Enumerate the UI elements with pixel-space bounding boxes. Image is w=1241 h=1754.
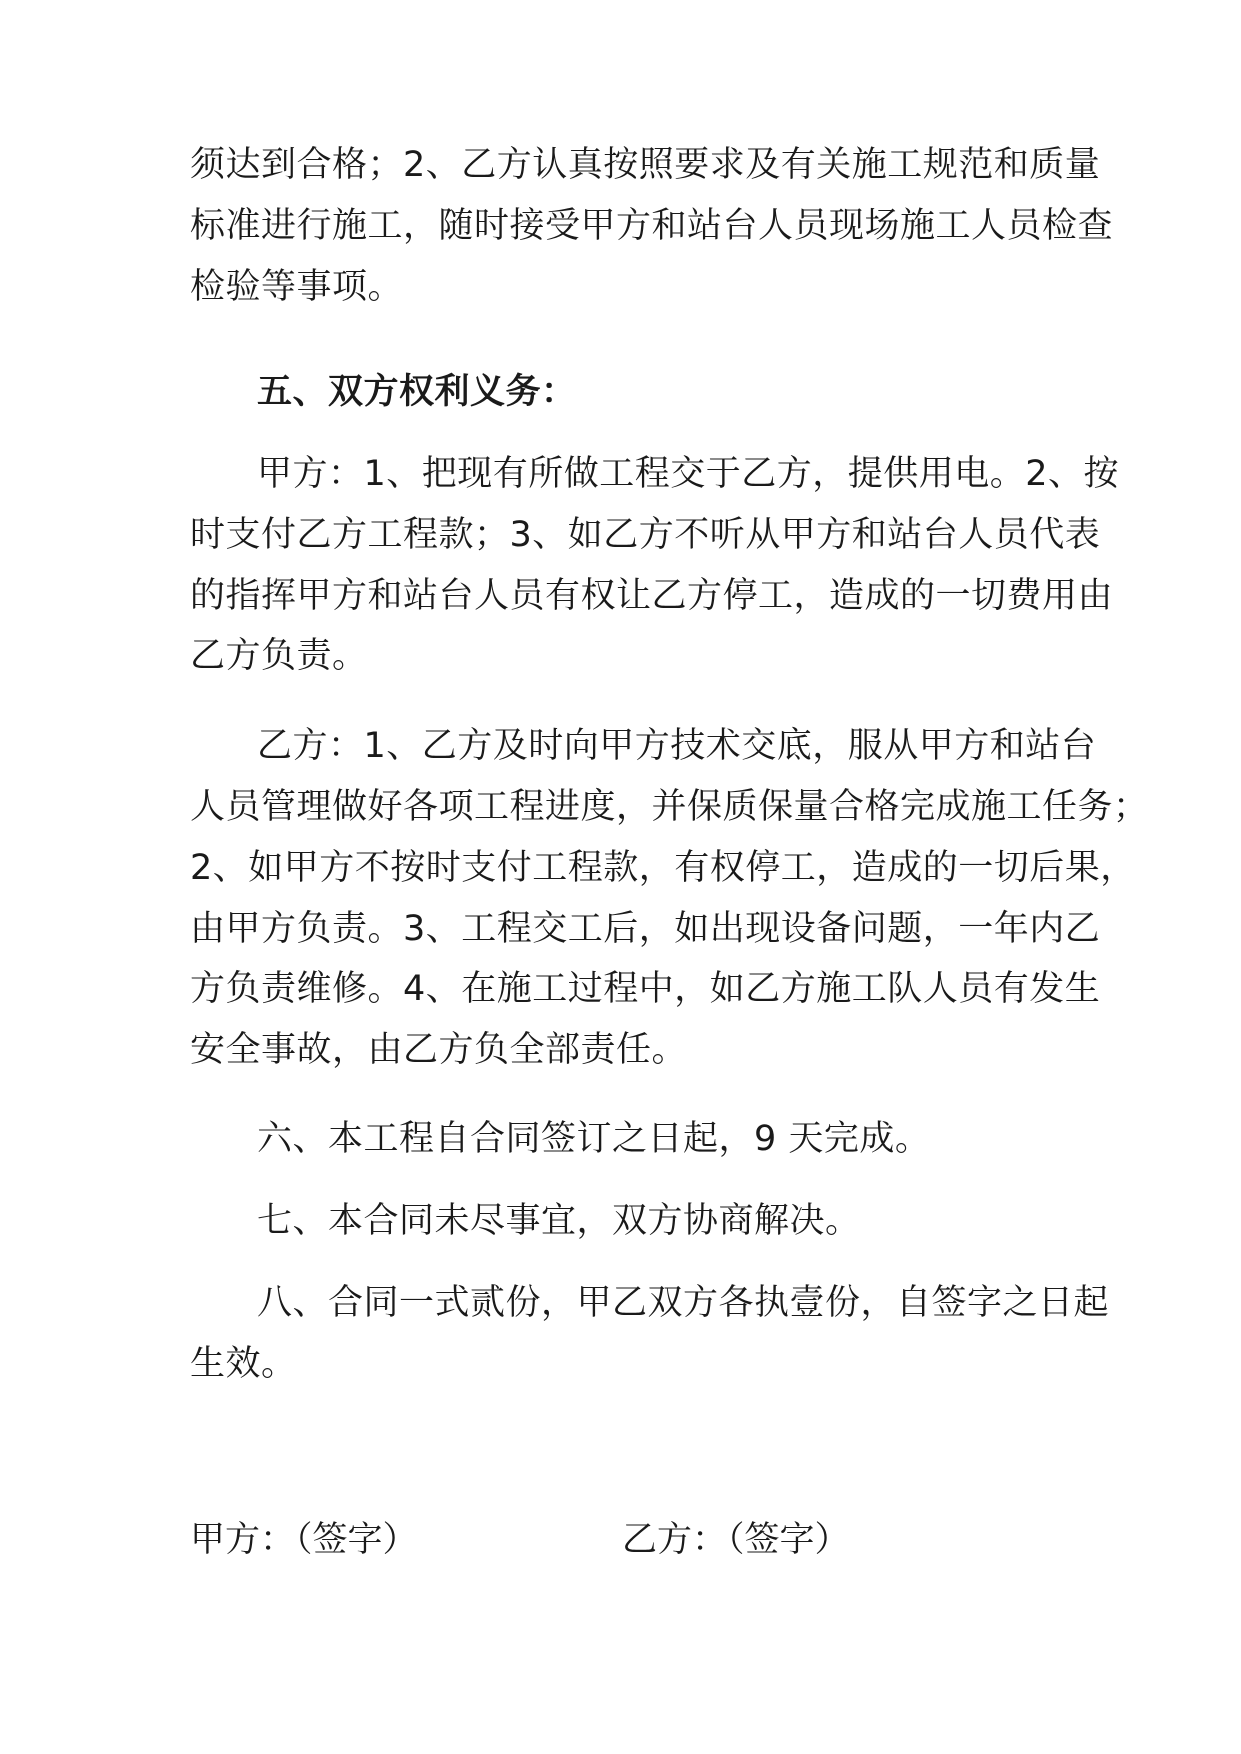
clause-seven: 七、本合同未尽事宜，双方协商解决。 — [257, 1201, 861, 1241]
party-a-line-2: 时支付乙方工程款；3、如乙方不听从甲方和站台人员代表 — [190, 515, 1101, 555]
party-b-line-6: 安全事故，由乙方负全部责任。 — [190, 1030, 688, 1070]
party-b-line-2: 人员管理做好各项工程进度，并保质保量合格完成施工任务； — [190, 787, 1149, 827]
clause-six: 六、本工程自合同签订之日起，9 天完成。 — [257, 1119, 931, 1159]
clause-eight-line-2: 生效。 — [190, 1344, 297, 1384]
party-b-signature: 乙方：（签字） — [622, 1520, 850, 1560]
party-a-line-3: 的指挥甲方和站台人员有权让乙方停工，造成的一切费用由 — [190, 576, 1114, 616]
intro-line-2: 标准进行施工，随时接受甲方和站台人员现场施工人员检查 — [190, 206, 1114, 246]
party-b-line-5: 方负责维修。4、在施工过程中，如乙方施工队人员有发生 — [190, 969, 1101, 1009]
section-five-heading: 五、双方权利义务： — [257, 372, 577, 412]
intro-line-1: 须达到合格；2、乙方认真按照要求及有关施工规范和质量 — [190, 145, 1101, 185]
party-a-line-1: 甲方：1、把现有所做工程交于乙方，提供用电。2、按 — [257, 454, 1120, 494]
party-b-line-3: 2、如甲方不按时支付工程款，有权停工，造成的一切后果， — [190, 848, 1136, 888]
party-b-line-1: 乙方：1、乙方及时向甲方技术交底，服从甲方和站台 — [257, 726, 1097, 766]
intro-line-3: 检验等事项。 — [190, 267, 404, 307]
party-a-line-4: 乙方负责。 — [190, 636, 368, 676]
party-a-signature: 甲方：（签字） — [190, 1520, 418, 1560]
party-b-line-4: 由甲方负责。3、工程交工后，如出现设备问题，一年内乙 — [190, 909, 1101, 949]
clause-eight-line-1: 八、合同一式贰份，甲乙双方各执壹份，自签字之日起 — [257, 1283, 1110, 1323]
